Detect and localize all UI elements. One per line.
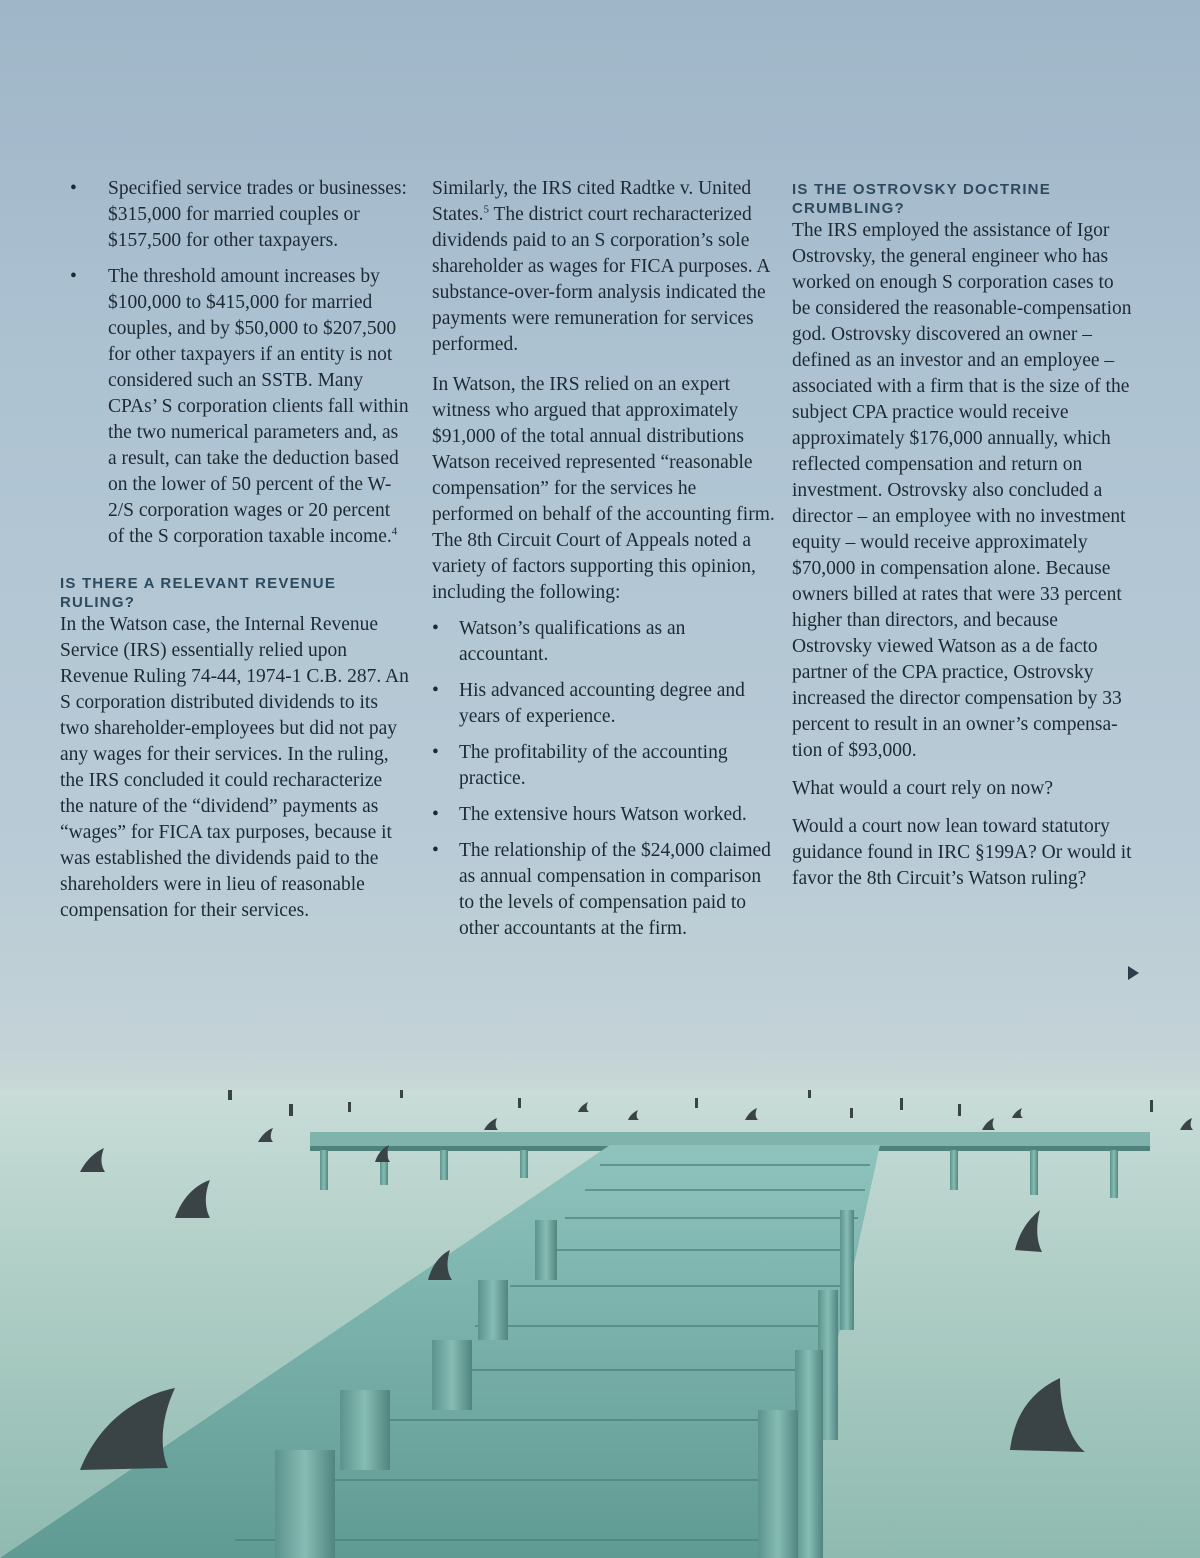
bullet-glyph: • <box>432 804 439 825</box>
section-heading-revenue-ruling: IS THERE A RELEVANT REVENUE RULING? <box>60 575 337 611</box>
list-item-text: The extensive hours Watson worked. <box>459 804 747 825</box>
bullet-glyph: • <box>432 680 439 701</box>
paragraph-text: The district court recharacterized dividends paid to an S corporation’s sole shareholder as wages for FICA purposes. A substance-over-form analysis indicated the payments were remuneration for services performed. <box>432 204 770 355</box>
section-heading-ostrovsky-doctrine: IS THE OSTROVSKY DOCTRINE CRUMBLING? <box>792 181 1051 217</box>
column-3 <box>792 176 1132 902</box>
list-item-text: The threshold amount increases by $100,000 to $415,000 for married couples, and by $50,000 to $207,500 for other taxpayers if an entity is not considered such an SSTB. Many CPAs’ S corporation clients fall within the two numerical parameters and, as a result, can take the deduction based on the lower of 50 percent of the W-2/S corporation wages or 20 percent of the S corporation taxable income. <box>108 266 409 547</box>
body-paragraph: What would a court rely on now? <box>792 778 1054 799</box>
dock-sharks-illustration <box>0 1090 1200 1558</box>
bullet-glyph: • <box>70 178 77 199</box>
column-2 <box>432 176 777 952</box>
footnote-marker: 4 <box>391 525 398 538</box>
factors-bullet-list <box>432 616 777 942</box>
body-paragraph: The IRS employed the assistance of Igor Ostrovsky, the general engineer who has worked on enough S corporation cases to be considered the reasonable-compensation god. Ostrovsky discovered an owner – defined as an investor and an employee – associated with a firm that is the size of the subject CPA practice would receive approximately $176,000 annually, which reflected compensation and return on investment. Ostrovsky also concluded a director – an employee with no investment equity – would receive approximately $70,000 in compensation alone. Because owners billed at rates that were 33 percent higher than directors, and because Ostrovsky viewed Watson as a de facto partner of the CPA practice, Ostrovsky increased the director compensation by 33 percent to result in an owner’s compensation of $93,000. <box>792 220 1132 761</box>
body-paragraph: Would a court now lean toward statutory guidance found in IRC §199A? Or would it favor the 8th Circuit’s Watson ruling? <box>792 816 1132 889</box>
list-item-text: The profitability of the accounting practice. <box>459 742 728 789</box>
threshold-bullet-list <box>60 176 410 550</box>
paragraph-text: Similarly, the IRS cited Radtke v. United States. <box>432 178 752 225</box>
body-paragraph: In Watson, the IRS relied on an expert witness who argued that approximately $91,000 of the total annual distributions Watson received represented “reasonable compensation” for the services he performed on behalf of the accounting firm. The 8th Circuit Court of Appeals noted a variety of factors supporting this opinion, including the following: <box>432 374 775 603</box>
bullet-glyph: • <box>70 266 77 287</box>
list-item-text: Watson’s qualifications as an accountant. <box>459 618 686 665</box>
list-item <box>432 802 777 828</box>
list-item <box>432 838 777 942</box>
list-item <box>432 678 777 730</box>
next-page-arrow-icon[interactable] <box>1128 966 1139 980</box>
bullet-glyph: • <box>432 618 439 639</box>
bullet-glyph: • <box>432 840 439 861</box>
list-item <box>432 616 777 668</box>
list-item-text: The relationship of the $24,000 claimed as annual compensation in comparison to the levels of compensation paid to other accountants at the firm. <box>459 840 771 939</box>
footnote-marker: 5 <box>483 203 489 216</box>
list-item <box>60 264 410 550</box>
list-item <box>60 176 410 254</box>
bullet-glyph: • <box>432 742 439 763</box>
body-paragraph: In the Watson case, the Internal Revenue Service (IRS) essentially relied upon Revenue Ruling 74-44, 1974-1 C.B. 287. An S corporation distributed dividends to its two shareholder-employees but did not pay any wages for their services. In the ruling, the IRS concluded it could recharacterize the nature of the “dividend” payments as “wages” for FICA tax purposes, because it was established the dividends paid to the shareholders were in lieu of reasonable compensation for their services. <box>60 614 409 921</box>
body-paragraph <box>432 176 777 358</box>
column-1 <box>60 176 410 934</box>
list-item-text: Specified service trades or businesses: $315,000 for married couples or $157,500 for other taxpayers. <box>108 178 407 251</box>
list-item <box>432 740 777 792</box>
list-item-text: His advanced accounting degree and years of experience. <box>459 680 745 727</box>
